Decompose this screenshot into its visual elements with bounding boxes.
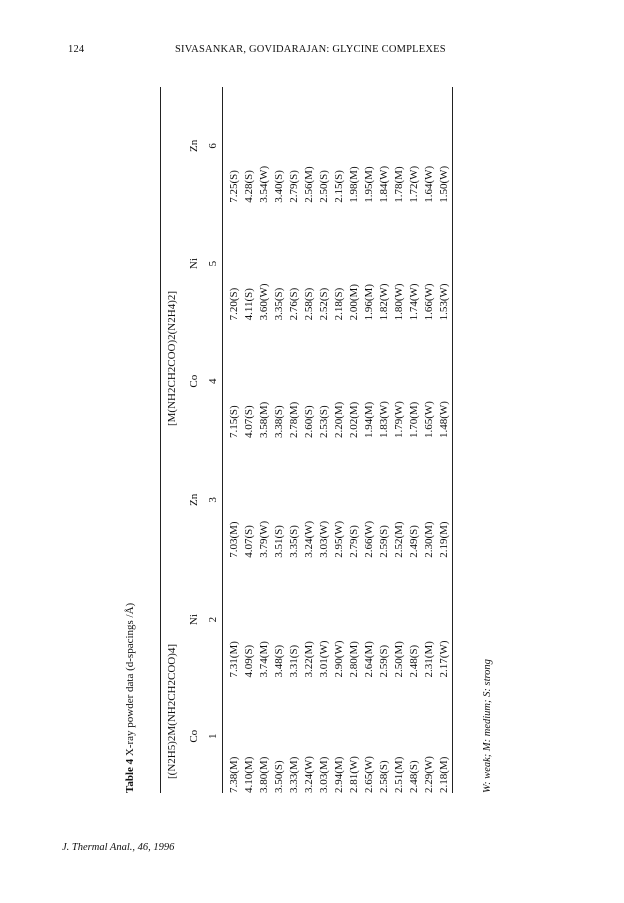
d-spacing-cell: 4.07(S) — [243, 525, 255, 558]
d-spacing-cell: 7.15(S) — [228, 405, 240, 439]
table-row — [302, 87, 317, 793]
d-spacing-cell: 1.66(W) — [423, 283, 435, 321]
column-number: 5 — [207, 260, 219, 267]
d-spacing-cell: 2.60(S) — [303, 405, 315, 439]
d-spacing-cell: 7.20(S) — [228, 287, 240, 321]
d-spacing-cell: 2.29(W) — [423, 756, 435, 793]
metal-header: Zn — [188, 139, 200, 152]
d-spacing-cell: 3.51(S) — [273, 525, 285, 558]
d-spacing-cell: 3.38(S) — [273, 405, 285, 439]
d-spacing-cell: 1.48(W) — [438, 401, 450, 439]
d-spacing-cell: 2.48(S) — [408, 760, 420, 793]
table-footnote: W: weak; M: medium; S: strong — [482, 659, 493, 793]
table-row — [407, 87, 422, 793]
d-spacing-cell: 2.52(S) — [318, 287, 330, 321]
d-spacing-cell: 7.03(M) — [228, 521, 240, 558]
d-spacing-cell: 3.58(M) — [258, 401, 270, 439]
d-spacing-cell: 2.78(M) — [288, 401, 300, 439]
d-spacing-cell: 2.51(M) — [393, 756, 405, 793]
d-spacing-cell: 2.18(M) — [438, 756, 450, 793]
table-row — [347, 87, 362, 793]
d-spacing-cell: 2.20(M) — [333, 401, 345, 439]
d-spacing-cell: 3.24(W) — [303, 756, 315, 793]
d-spacing-cell: 4.07(S) — [243, 405, 255, 439]
metal-header: Co — [188, 729, 200, 743]
d-spacing-cell: 2.90(W) — [333, 640, 345, 678]
d-spacing-cell: 2.76(S) — [288, 287, 300, 321]
d-spacing-cell: 2.02(M) — [348, 401, 360, 439]
d-spacing-cell: 3.01(W) — [318, 640, 330, 678]
d-spacing-cell: 3.50(S) — [273, 760, 285, 793]
d-spacing-cell: 2.53(S) — [318, 405, 330, 439]
column-number: 3 — [207, 497, 219, 503]
d-spacing-cell: 1.96(M) — [363, 284, 375, 321]
d-spacing-cell: 3.03(M) — [318, 756, 330, 793]
d-spacing-cell: 2.64(M) — [363, 641, 375, 678]
d-spacing-cell: 1.72(W) — [408, 165, 420, 203]
table-row — [223, 87, 243, 793]
d-spacing-cell: 3.54(W) — [258, 165, 270, 203]
d-spacing-cell: 7.38(M) — [228, 756, 240, 793]
table-caption-label: Table 4 — [124, 758, 136, 793]
d-spacing-cell: 2.17(W) — [438, 640, 450, 678]
column-number: 2 — [207, 616, 219, 623]
d-spacing-cell: 3.33(M) — [288, 756, 300, 793]
d-spacing-cell: 1.53(W) — [438, 283, 450, 321]
d-spacing-cell: 1.94(M) — [363, 401, 375, 439]
d-spacing-cell: 2.31(M) — [423, 641, 435, 678]
table-row — [242, 87, 257, 793]
table-caption — [124, 603, 136, 793]
d-spacing-cell: 2.15(S) — [333, 170, 345, 203]
d-spacing-cell: 1.74(W) — [408, 283, 420, 321]
d-spacing-cell: 2.59(S) — [378, 525, 390, 558]
table-body — [223, 87, 453, 793]
metal-header: Ni — [188, 258, 200, 270]
metal-header: Zn — [188, 493, 200, 507]
xray-data-table — [160, 87, 453, 793]
d-spacing-cell: 2.50(M) — [393, 641, 405, 678]
d-spacing-cell: 2.79(S) — [348, 525, 360, 558]
d-spacing-cell: 2.56(M) — [303, 166, 315, 203]
d-spacing-cell: 4.28(S) — [243, 170, 255, 203]
d-spacing-cell: 7.25(S) — [228, 170, 240, 203]
d-spacing-cell: 2.58(S) — [303, 287, 315, 321]
table-row — [392, 87, 407, 793]
page-number: 124 — [68, 44, 85, 55]
table-row — [362, 87, 377, 793]
d-spacing-cell: 1.82(W) — [378, 283, 390, 321]
d-spacing-cell: 2.52(M) — [393, 521, 405, 558]
table-row — [332, 87, 347, 793]
table-row — [377, 87, 392, 793]
d-spacing-cell: 3.22(M) — [303, 641, 315, 678]
d-spacing-cell: 7.31(M) — [228, 641, 240, 678]
d-spacing-cell: 4.09(S) — [243, 644, 255, 678]
metal-header: Ni — [188, 614, 200, 626]
d-spacing-cell: 3.80(M) — [258, 756, 270, 793]
d-spacing-cell: 1.78(M) — [393, 166, 405, 203]
metal-header: Co — [188, 374, 200, 388]
d-spacing-cell: 2.19(M) — [438, 521, 450, 558]
d-spacing-cell: 3.79(W) — [258, 520, 270, 558]
d-spacing-cell: 2.95(W) — [333, 520, 345, 558]
table-row — [257, 87, 272, 793]
d-spacing-cell: 2.00(M) — [348, 284, 360, 321]
d-spacing-cell: 2.79(S) — [288, 170, 300, 203]
table-row — [422, 87, 437, 793]
d-spacing-cell: 2.18(S) — [333, 287, 345, 321]
d-spacing-cell: 2.49(S) — [408, 525, 420, 558]
d-spacing-cell: 3.40(S) — [273, 170, 285, 203]
d-spacing-cell: 2.81(W) — [348, 756, 360, 793]
d-spacing-cell: 2.59(S) — [378, 644, 390, 678]
d-spacing-cell: 1.95(M) — [363, 166, 375, 203]
d-spacing-cell: 3.35(S) — [273, 287, 285, 321]
d-spacing-cell: 1.80(W) — [393, 283, 405, 321]
column-number: 4 — [207, 378, 219, 384]
d-spacing-cell: 1.70(M) — [408, 401, 420, 439]
d-spacing-cell: 2.50(S) — [318, 170, 330, 203]
d-spacing-cell: 1.50(W) — [438, 165, 450, 203]
d-spacing-cell: 1.98(M) — [348, 166, 360, 203]
column-number: 6 — [207, 143, 219, 149]
group-header-2: [M(NH2CH2COO)2(N2H4)2] — [166, 290, 178, 427]
table-caption-text: X-ray powder data (d-spacings /Å) — [124, 602, 136, 757]
d-spacing-cell: 4.10(M) — [243, 756, 255, 793]
running-head: SIVASANKAR, GOVIDARAJAN: GLYCINE COMPLEXES — [175, 44, 446, 55]
d-spacing-cell: 2.58(S) — [378, 760, 390, 793]
d-spacing-cell: 4.11(S) — [243, 288, 255, 321]
d-spacing-cell: 3.31(S) — [288, 644, 300, 678]
d-spacing-cell: 2.66(W) — [363, 520, 375, 558]
table-row — [437, 87, 453, 793]
table-row — [272, 87, 287, 793]
d-spacing-cell: 3.03(W) — [318, 520, 330, 558]
d-spacing-cell: 2.48(S) — [408, 644, 420, 678]
table-row — [287, 87, 302, 793]
rotated-table-block — [120, 87, 493, 793]
d-spacing-cell: 3.74(M) — [258, 641, 270, 678]
d-spacing-cell: 2.80(M) — [348, 641, 360, 678]
group-header-1: [(N2H5)2M(NH2CH2COO)4] — [166, 643, 178, 779]
d-spacing-cell: 2.94(M) — [333, 756, 345, 793]
d-spacing-cell: 3.24(W) — [303, 520, 315, 558]
d-spacing-cell: 1.65(W) — [423, 401, 435, 439]
d-spacing-cell: 3.35(S) — [288, 525, 300, 558]
d-spacing-cell: 2.65(W) — [363, 756, 375, 793]
d-spacing-cell: 1.84(W) — [378, 165, 390, 203]
column-number: 1 — [207, 733, 219, 739]
journal-footer: J. Thermal Anal., 46, 1996 — [62, 842, 175, 853]
d-spacing-cell: 1.79(W) — [393, 401, 405, 439]
d-spacing-cell: 2.30(M) — [423, 521, 435, 558]
d-spacing-cell: 3.48(S) — [273, 644, 285, 678]
d-spacing-cell: 1.83(W) — [378, 401, 390, 439]
table-row — [317, 87, 332, 793]
d-spacing-cell: 1.64(W) — [423, 165, 435, 203]
d-spacing-cell: 3.60(W) — [258, 283, 270, 321]
